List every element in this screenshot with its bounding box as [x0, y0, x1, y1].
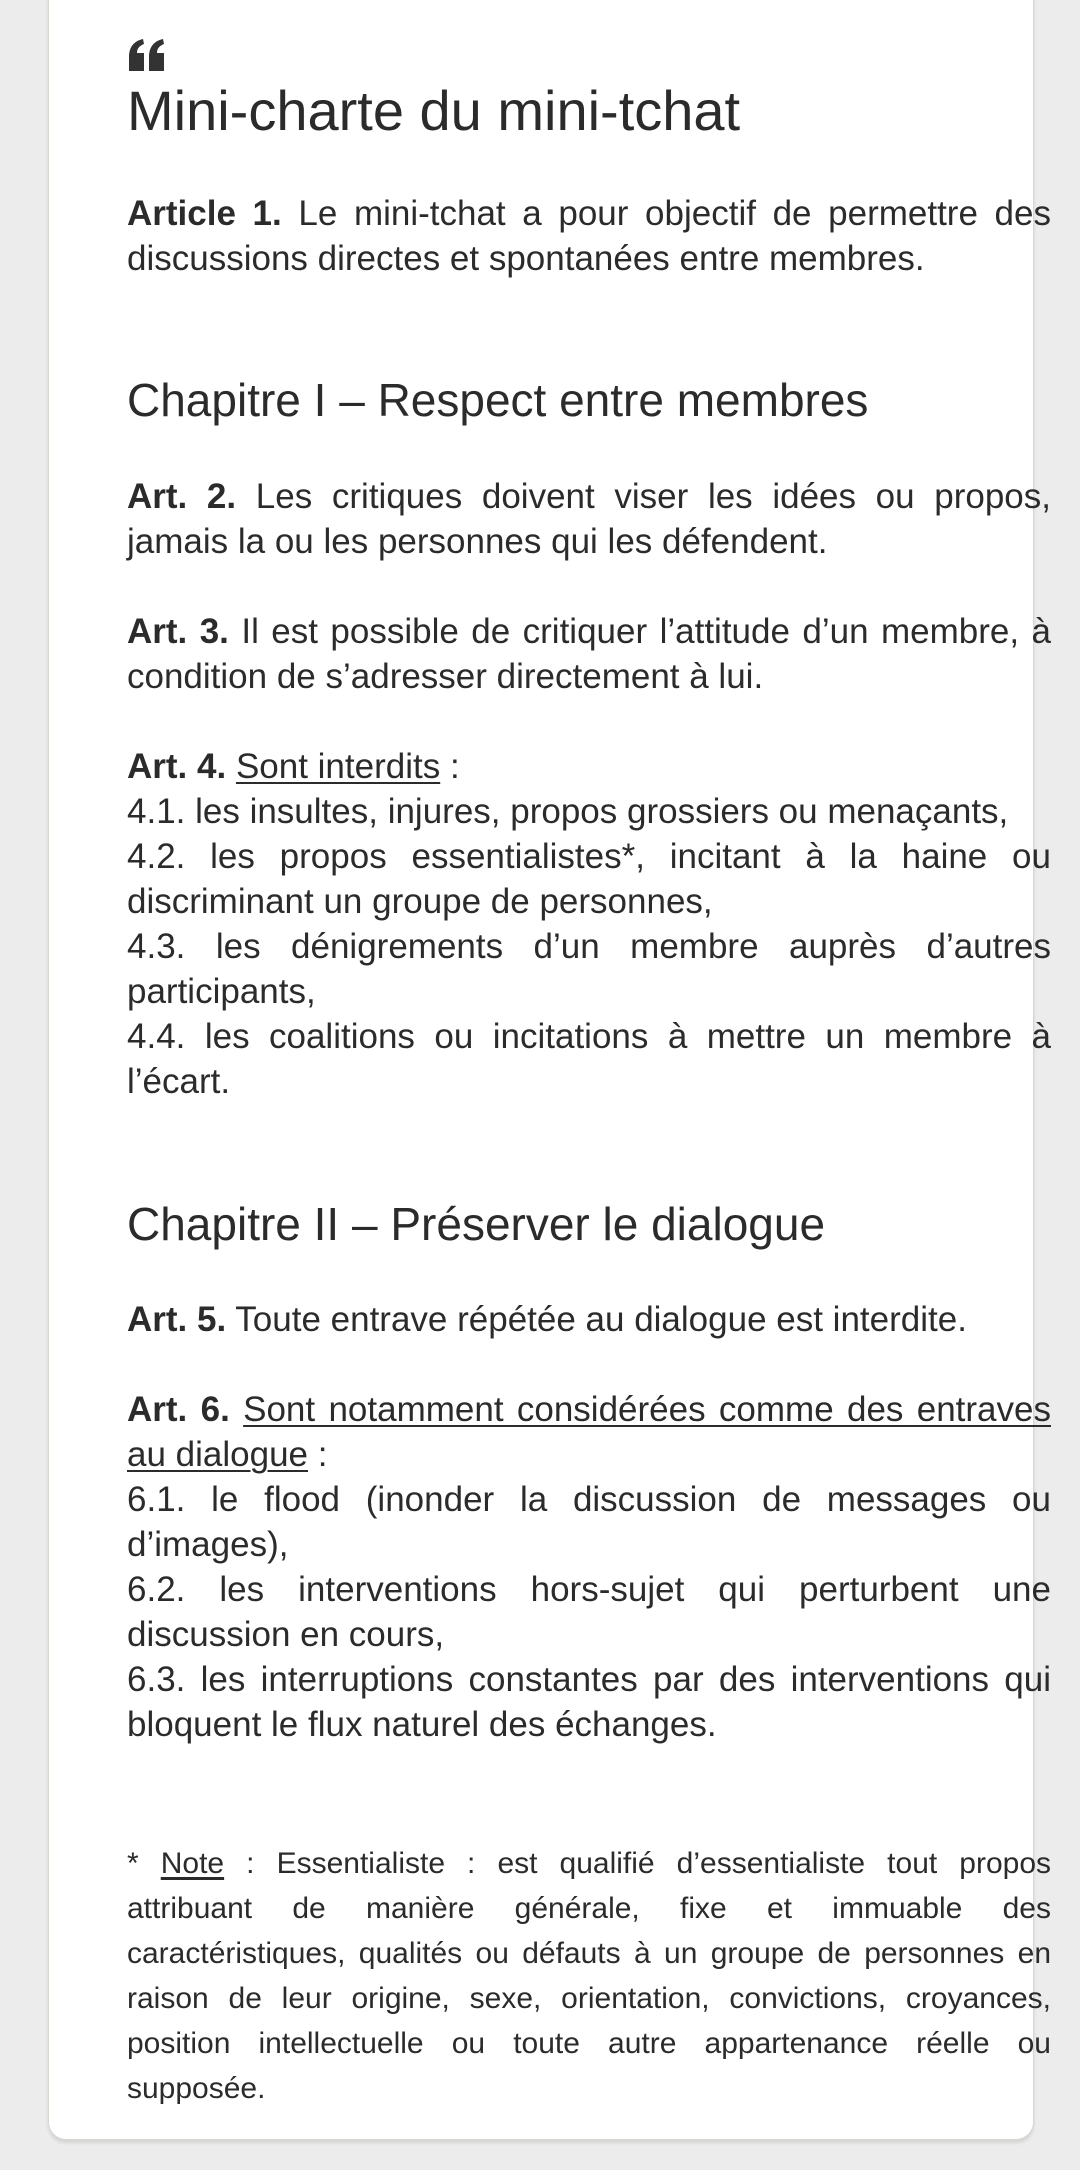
- chapter-1-title: Chapitre I – Respect entre membres: [127, 374, 869, 426]
- footnote: [127, 1841, 1051, 2111]
- article-2: [127, 474, 1051, 564]
- quote-icon: [127, 39, 167, 71]
- article-5: [127, 1297, 1051, 1342]
- article-6-heading: [127, 1390, 1051, 1474]
- list-item: 6.2. les interventions hors-sujet qui perturbent une discussion en cours,: [127, 1570, 1051, 1654]
- chapter-2-title: Chapitre II – Préserver le dialogue: [127, 1198, 826, 1250]
- article-6-lead: Sont notamment considérées comme des entraves au dialogue: [127, 1390, 1051, 1474]
- article-1: [127, 191, 1051, 281]
- list-item: 4.2. les propos essentialistes*, incitant à la haine ou discriminant un groupe de personnes,: [127, 837, 1051, 921]
- article-5-label: Art. 5.: [127, 1300, 227, 1339]
- footnote-text: : Essentialiste : est qualifié d’essentialiste tout propos attribuant de manière générale, fixe et immuable des caractéristiques, qualités ou défauts à un groupe de personnes en raison de leur origine, sexe, orientation, convictions, croyances, position intellectuelle ou toute autre appartenance réelle ou supposée.: [127, 1847, 1052, 2105]
- list-item: 6.1. le flood (inonder la discussion de messages ou d’images),: [127, 1480, 1051, 1564]
- list-item: 4.3. les dénigrements d’un membre auprès d’autres participants,: [127, 927, 1051, 1011]
- article-3: [127, 609, 1051, 699]
- article-6-suffix: :: [308, 1435, 328, 1474]
- article-4-lead: Sont interdits: [235, 747, 441, 786]
- article-3-label: Art. 3.: [127, 612, 229, 651]
- charter-card: [48, 0, 1052, 2140]
- article-4-suffix: :: [440, 747, 460, 786]
- footnote-label: Note: [160, 1847, 225, 1880]
- article-6: [127, 1387, 1051, 1747]
- article-6-label: Art. 6.: [127, 1390, 230, 1429]
- footnote-prefix: *: [127, 1847, 161, 1880]
- article-2-text: Les critiques doivent viser les idées ou propos, jamais la ou les personnes qui les défendent.: [127, 477, 1051, 561]
- list-item: 4.4. les coalitions ou incitations à mettre un membre à l’écart.: [127, 1017, 1051, 1101]
- article-4-heading: [127, 744, 1051, 789]
- list-item: 6.3. les interruptions constantes par des interventions qui bloquent le flux naturel des échanges.: [127, 1660, 1051, 1744]
- list-item: 4.1. les insultes, injures, propos grossiers ou menaçants,: [127, 792, 1009, 831]
- article-4: [127, 744, 1051, 1104]
- article-5-text: Toute entrave répétée au dialogue est interdite.: [235, 1300, 967, 1339]
- page-title: Mini-charte du mini-tchat: [127, 79, 741, 142]
- article-2-label: Art. 2.: [127, 477, 237, 516]
- article-1-text: Le mini-tchat a pour objectif de permettre des discussions directes et spontanées entre membres.: [127, 194, 1051, 278]
- article-3-text: Il est possible de critiquer l’attitude d’un membre, à condition de s’adresser directement à lui.: [127, 612, 1051, 696]
- article-1-label: Article 1.: [127, 194, 282, 233]
- article-4-label: Art. 4.: [127, 747, 227, 786]
